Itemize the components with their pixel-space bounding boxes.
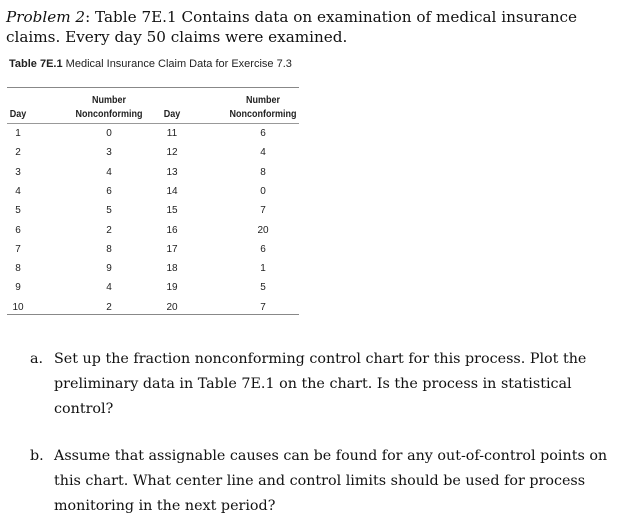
cell-value-left: 2 [106, 301, 112, 313]
cell-value-left: 8 [106, 243, 112, 255]
header-number-right-line1: Number [245, 95, 281, 106]
question-a-text: Set up the fraction nonconforming control chart for this process. Plot the preliminary data in Table 7E.1 on the chart. Is the process in statistical control? [54, 351, 587, 417]
problem-number: Problem 2 [6, 8, 86, 26]
cell-value-right: 4 [260, 147, 266, 159]
cell-day-left: 2 [15, 147, 21, 159]
cell-day-right: 12 [166, 147, 178, 159]
cell-value-left: 9 [106, 263, 112, 275]
cell-value-right: 20 [257, 224, 269, 236]
cell-value-right: 7 [260, 301, 266, 313]
header-number-right-line2: Nonconforming [229, 109, 297, 120]
cell-day-right: 18 [166, 263, 178, 275]
cell-value-left: 3 [106, 147, 112, 159]
cell-value-right: 6 [260, 243, 266, 255]
cell-value-right: 1 [260, 263, 266, 275]
cell-day-left: 6 [15, 224, 21, 236]
question-a-label: a. [30, 351, 44, 367]
cell-day-left: 5 [15, 205, 21, 217]
cell-value-left: 2 [106, 224, 112, 236]
table-number: Table 7E.1 [9, 58, 63, 70]
problem-text: : Table 7E.1 Contains data on examination of medical insurance claims. Every day 50 claims were examined. [6, 8, 578, 46]
cell-day-left: 7 [15, 243, 21, 255]
problem-statement [6, 7, 632, 47]
cell-day-right: 14 [166, 185, 178, 197]
cell-value-left: 4 [106, 282, 112, 294]
cell-value-right: 0 [260, 185, 266, 197]
cell-value-left: 4 [106, 166, 112, 178]
question-b [30, 444, 630, 519]
table-title: Medical Insurance Claim Data for Exercise 7.3 [65, 58, 292, 70]
cell-value-left: 0 [106, 128, 112, 139]
header-number-left-line1: Number [91, 95, 127, 106]
question-b-label: b. [30, 448, 44, 464]
cell-day-right: 19 [166, 282, 178, 294]
cell-value-right: 5 [260, 282, 266, 294]
cell-day-left: 4 [15, 185, 21, 197]
cell-day-right: 15 [166, 205, 178, 217]
table-caption [9, 58, 329, 70]
cell-value-left: 6 [106, 185, 112, 197]
question-b-text: Assume that assignable causes can be found for any out-of-control points on this chart. What center line and control limits should be used for process monitoring in the next period? [54, 448, 608, 514]
cell-day-right: 17 [166, 243, 178, 255]
cell-day-right: 13 [166, 166, 178, 178]
cell-value-right: 8 [260, 166, 266, 178]
cell-value-right: 7 [260, 205, 266, 217]
cell-day-left: 1 [15, 128, 21, 139]
header-day-left: Day [9, 109, 27, 120]
table-bottom-rule [7, 314, 299, 315]
cell-day-left: 8 [15, 263, 21, 275]
table-top-rule [7, 87, 299, 88]
cell-day-right: 16 [166, 224, 178, 236]
cell-day-left: 10 [12, 301, 24, 313]
cell-value-right: 6 [260, 128, 266, 139]
cell-day-right: 20 [166, 301, 178, 313]
question-a [30, 347, 630, 422]
header-number-left-line2: Nonconforming [75, 109, 143, 120]
cell-value-left: 5 [106, 205, 112, 217]
header-day-right: Day [163, 109, 181, 120]
table-header-rule [7, 123, 299, 124]
cell-day-right: 11 [166, 128, 178, 139]
questions [30, 347, 630, 519]
cell-day-left: 3 [15, 166, 21, 178]
cell-day-left: 9 [15, 282, 21, 294]
